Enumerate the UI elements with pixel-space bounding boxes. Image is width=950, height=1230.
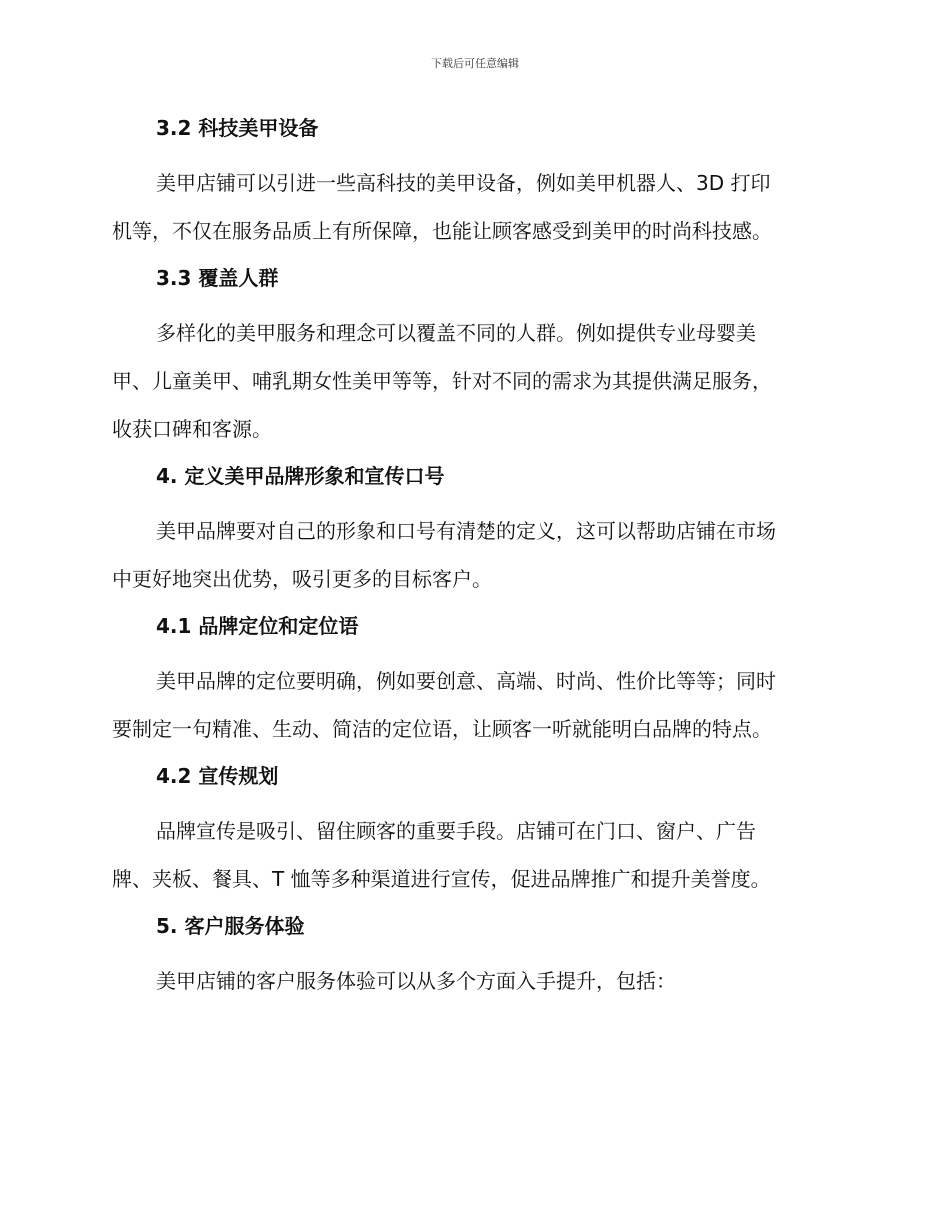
section-heading: 3.2 科技美甲设备: [156, 116, 319, 140]
paragraph-line: 机等，不仅在服务品质上有所保障，也能让顾客感受到美甲的时尚科技感。: [112, 219, 772, 243]
paragraph-line: 甲、儿童美甲、哺乳期女性美甲等等，针对不同的需求为其提供满足服务，: [112, 369, 772, 393]
section-paragraph: [112, 657, 837, 753]
document-body: [112, 113, 837, 1013]
paragraph-line: 收获口碑和客源。: [112, 417, 272, 441]
paragraph-line: 美甲品牌的定位要明确，例如要创意、高端、时尚、性价比等等；同时: [156, 669, 776, 693]
section-heading: 5. 客户服务体验: [156, 914, 305, 938]
section-heading: 4. 定义美甲品牌形象和宣传口号: [156, 464, 445, 488]
paragraph-line: 多样化的美甲服务和理念可以覆盖不同的人群。例如提供专业母婴美: [156, 321, 756, 345]
section-heading: 4.2 宣传规划: [156, 764, 279, 788]
paragraph-line: 牌、夹板、餐具、T 恤等多种渠道进行宣传，促进品牌推广和提升美誉度。: [112, 867, 771, 891]
paragraph-line: 美甲店铺的客户服务体验可以从多个方面入手提升，包括：: [156, 969, 676, 993]
section-paragraph: [112, 957, 837, 1005]
paragraph-line: 美甲品牌要对自己的形象和口号有清楚的定义，这可以帮助店铺在市场: [156, 519, 776, 543]
section-paragraph: [112, 807, 837, 903]
section-paragraph: [112, 507, 837, 603]
paragraph-line: 要制定一句精准、生动、简洁的定位语，让顾客一听就能明白品牌的特点。: [112, 717, 772, 741]
section-paragraph: [112, 159, 837, 255]
section-heading: 4.1 品牌定位和定位语: [156, 614, 359, 638]
paragraph-line: 美甲店铺可以引进一些高科技的美甲设备，例如美甲机器人、3D 打印: [156, 171, 771, 195]
page-header-note: 下载后可任意编辑: [431, 57, 519, 70]
paragraph-line: 中更好地突出优势，吸引更多的目标客户。: [112, 567, 492, 591]
section-heading: 3.3 覆盖人群: [156, 266, 279, 290]
section-paragraph: [112, 309, 837, 453]
paragraph-line: 品牌宣传是吸引、留住顾客的重要手段。店铺可在门口、窗户、广告: [156, 819, 756, 843]
